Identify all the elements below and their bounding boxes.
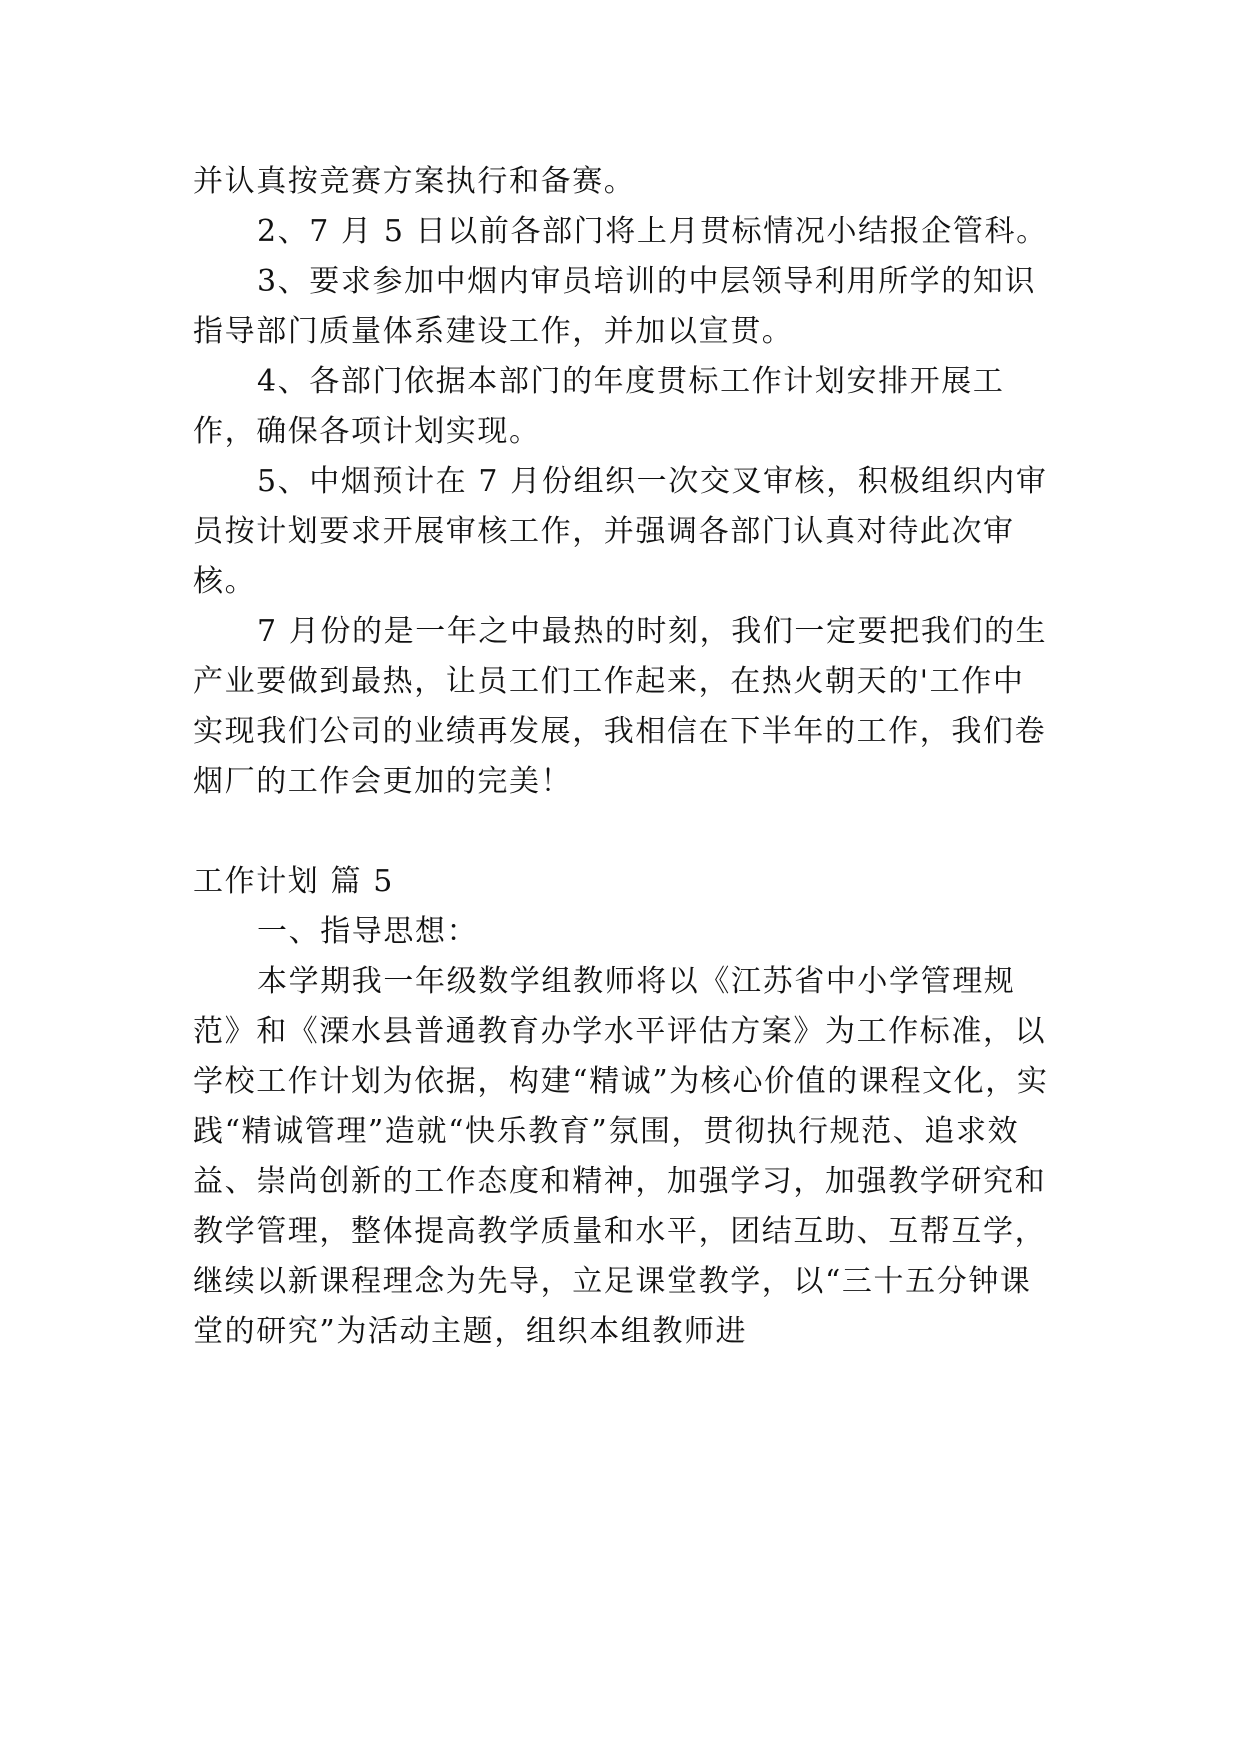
paragraph-item-3: 3、要求参加中烟内审员培训的中层领导利用所学的知识指导部门质量体系建设工作，并加以宣贯。: [193, 264, 1037, 349]
section-title: 工作计划 篇 5: [193, 864, 394, 899]
paragraph-guiding-body: 本学期我一年级数学组教师将以《江苏省中小学管理规范》和《溧水县普通教育办学水平评估方案》为工作标准，以学校工作计划为依据，构建“精诚”为核心价值的课程文化，实践“精诚管理”造就“快乐教育”氛围，贯彻执行规范、追求效益、崇尚创新的工作态度和精神，加强学习，加强教学研究和教学管理，整体提高教学质量和水平，团结互助、互帮互学，继续以新课程理念为先导，立足课堂教学，以“三十五分钟课堂的研究”为活动主题，组织本组教师进: [193, 964, 1049, 1349]
paragraph-summary: 7 月份的是一年之中最热的时刻，我们一定要把我们的生产业要做到最热，让员工们工作起来，在热火朝天的'工作中实现我们公司的业绩再发展，我相信在下半年的工作，我们卷烟厂的工作会更加的完美！: [193, 614, 1048, 799]
paragraph-continuation: 并认真按竞赛方案执行和备赛。: [193, 164, 636, 199]
paragraph-item-5: 5、中烟预计在 7 月份组织一次交叉审核，积极组织内审员按计划要求开展审核工作，并强调各部门认真对待此次审核。: [193, 464, 1048, 599]
paragraph-item-4: 4、各部门依据本部门的年度贯标工作计划安排开展工作，确保各项计划实现。: [193, 364, 1005, 449]
paragraph-item-2: 2、7 月 5 日以前各部门将上月贯标情况小结报企管科。: [257, 214, 1048, 249]
paragraph-guiding-heading: 一、指导思想：: [257, 914, 479, 949]
document-body: [193, 157, 1053, 1357]
